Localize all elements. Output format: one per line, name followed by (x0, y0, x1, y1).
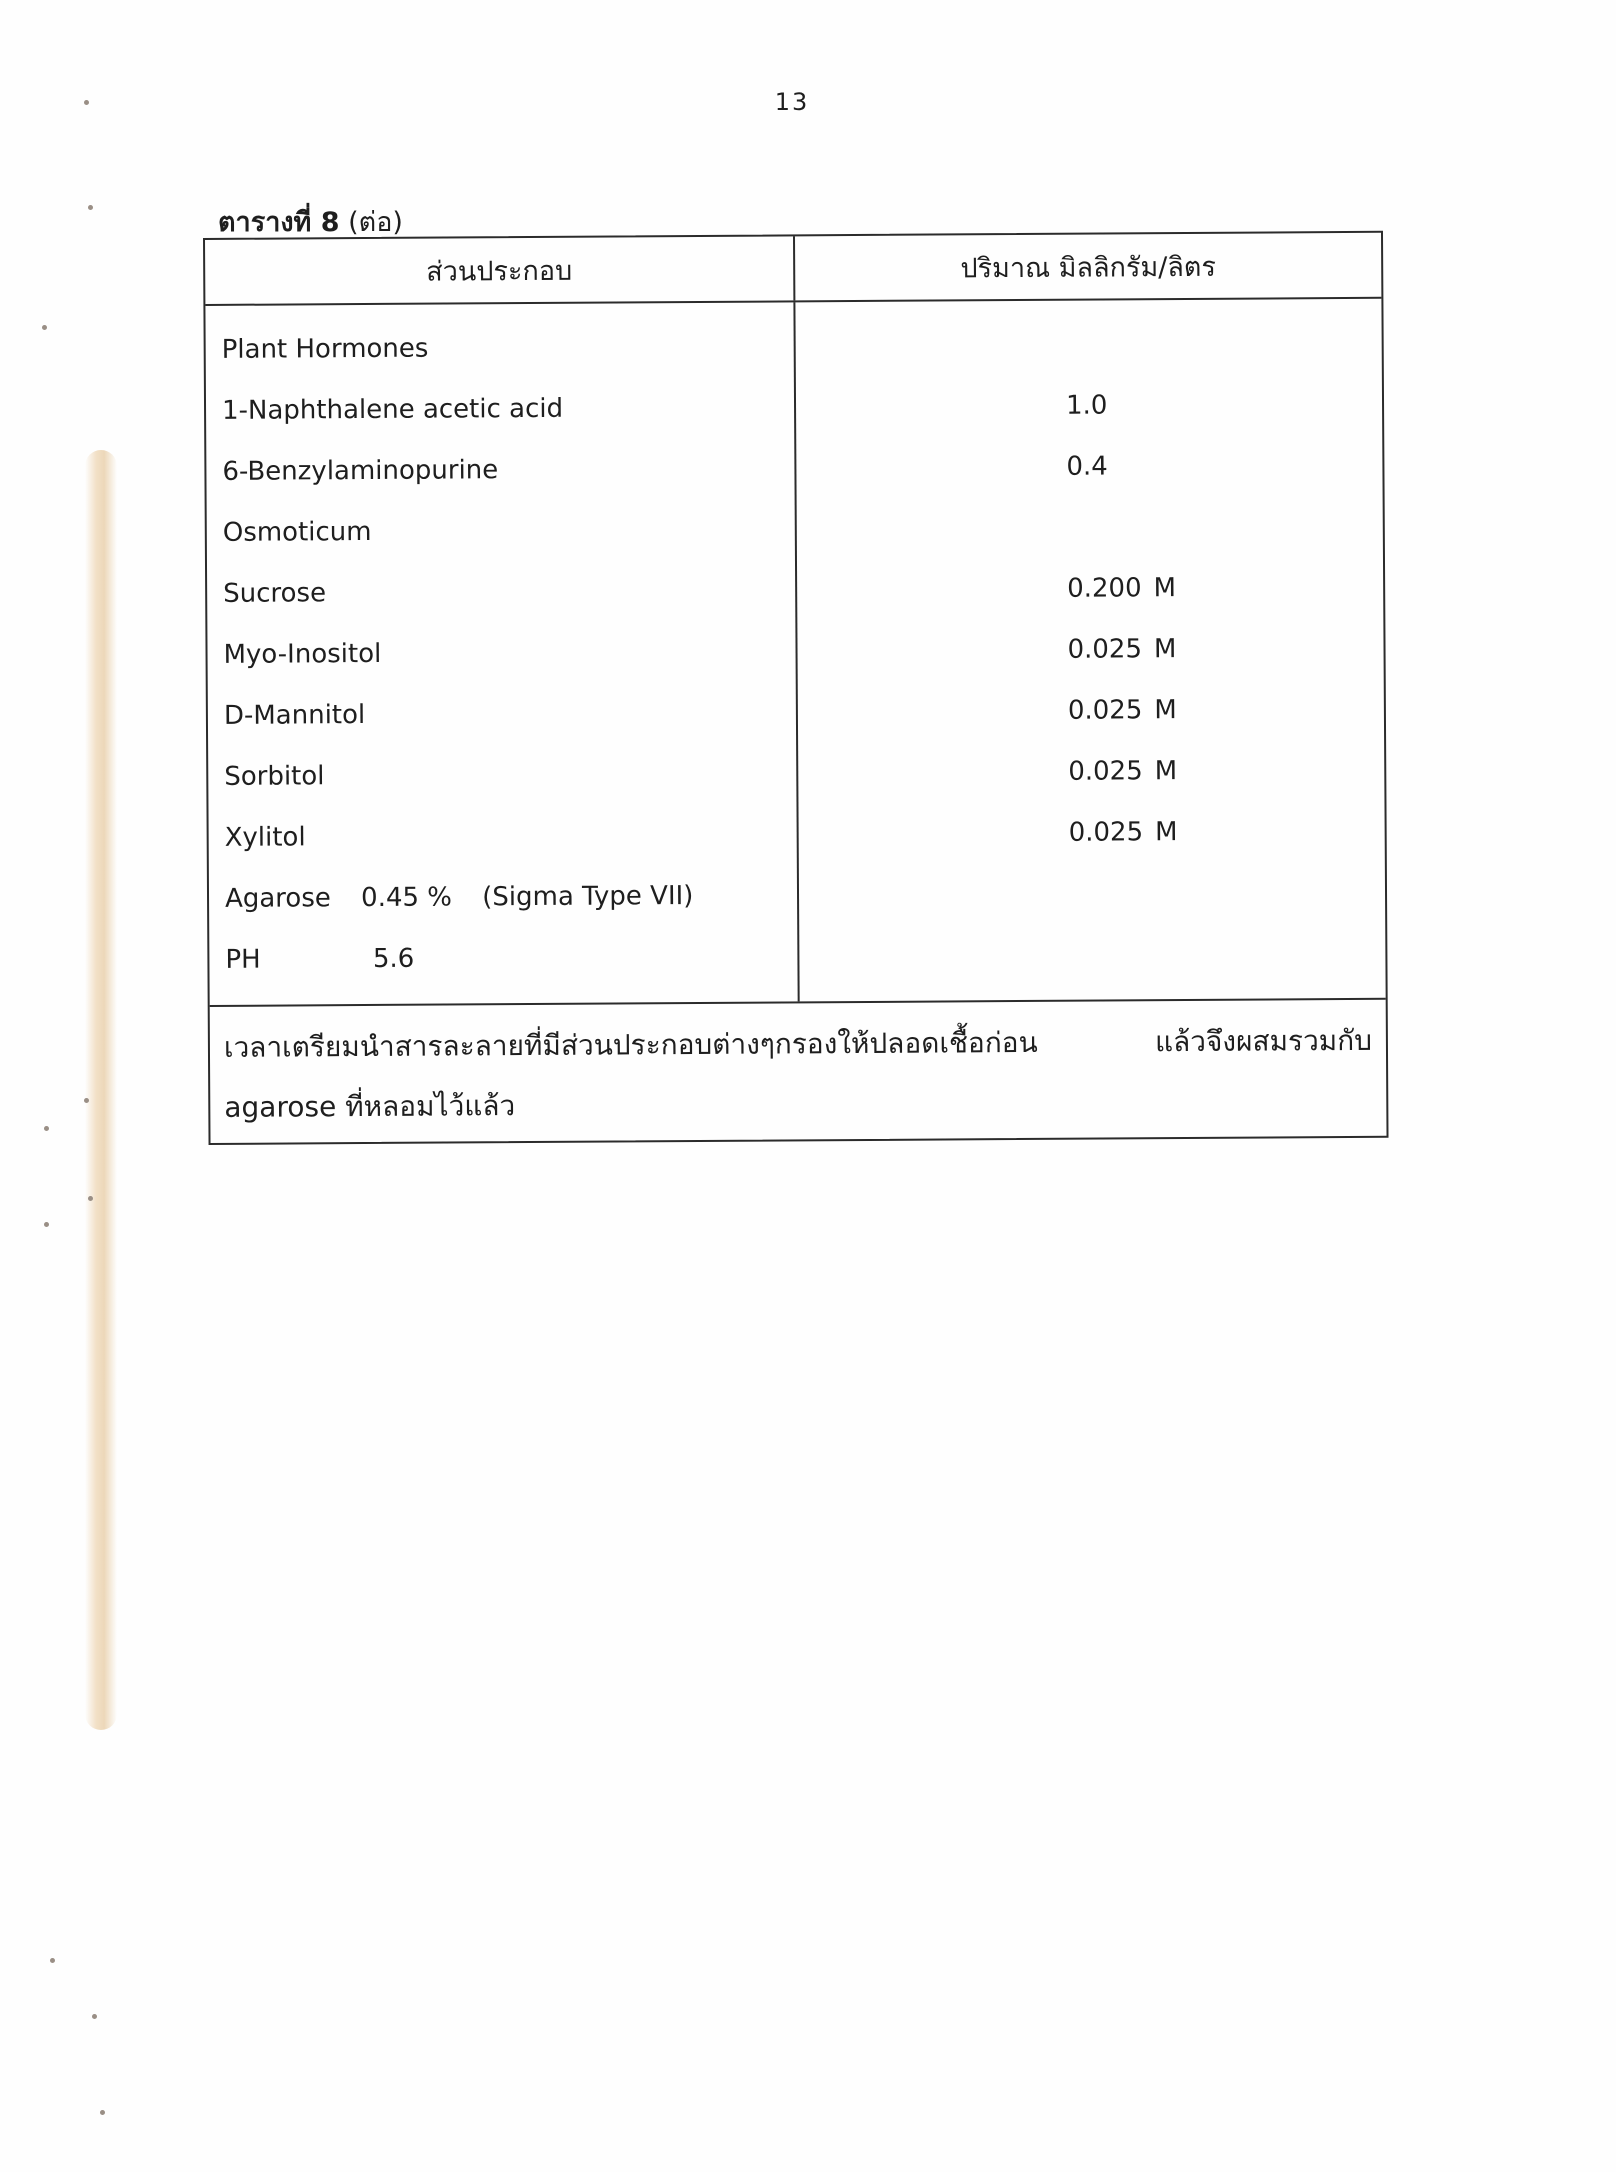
ph-row (225, 926, 797, 990)
component-name: Xylitol (224, 822, 306, 853)
note-text-left: เวลาเตรียมนำสารละลายที่มีส่วนประกอบต่างๆกรองให้ปลอดเชื้อก่อน (223, 1025, 1038, 1064)
paper-speck (88, 205, 93, 210)
amount-unit: M (1153, 634, 1177, 665)
agarose-type: (Sigma Type VII) (482, 881, 694, 913)
table-caption-suffix: (ต่อ) (348, 207, 403, 238)
ph-value: 5.6 (372, 943, 415, 974)
note-line-1 (224, 1010, 1372, 1079)
paper-speck (100, 2110, 105, 2115)
paper-speck (92, 2014, 97, 2019)
note-line-2: agarose ที่หลอมไว้แล้ว (224, 1089, 516, 1124)
header-component: ส่วนประกอบ (205, 236, 795, 304)
header-amount: ปริมาณ มิลลิกรัม/ลิตร (960, 251, 1217, 284)
component-name: Osmoticum (222, 516, 372, 548)
amount-cell (796, 435, 1382, 500)
amount-value: 0.4 (1066, 451, 1108, 482)
amount-cell (798, 679, 1384, 744)
ph-label: PH (225, 944, 261, 975)
amount-value: 0.200 (1067, 573, 1142, 604)
paper-stain (85, 450, 117, 1730)
amount-unit: M (1154, 756, 1178, 787)
agarose-label: Agarose (224, 883, 331, 914)
amount-cell (797, 557, 1383, 622)
component-name: Myo-Inositol (223, 638, 382, 670)
preparation-note (210, 998, 1387, 1143)
paper-speck (42, 325, 47, 330)
amount-unit: M (1153, 573, 1177, 604)
paper-speck (44, 1126, 49, 1131)
amount-cell (798, 740, 1384, 805)
paper-speck (88, 1196, 93, 1201)
amount-cell-empty (799, 862, 1385, 927)
component-name: Sucrose (223, 578, 327, 609)
component-name: D-Mannitol (223, 700, 366, 731)
amount-cell (798, 801, 1384, 866)
amount-unit: M (1154, 817, 1178, 848)
amount-value: 0.025 (1068, 817, 1144, 848)
component-name: Plant Hormones (221, 333, 429, 365)
paper-speck (44, 1222, 49, 1227)
table-caption-label: ตารางที่ 8 (218, 207, 340, 238)
amount-value: 0.025 (1067, 634, 1143, 665)
paper-speck (50, 1958, 55, 1963)
agarose-amount: 0.45 % (361, 882, 453, 914)
component-name: 6-Benzylaminopurine (222, 455, 499, 487)
note-text-right: แล้วจึงผสมรวมกับ (1154, 1023, 1373, 1059)
amount-cell (797, 618, 1383, 683)
amount-cell (796, 374, 1382, 439)
amount-value: 0.025 (1068, 756, 1143, 787)
amount-cell-empty (799, 923, 1385, 988)
page-number: 13 (774, 88, 810, 116)
composition-table (203, 231, 1389, 1145)
component-name: 1-Naphthalene acetic acid (221, 393, 564, 426)
component-name: Sorbitol (224, 761, 325, 792)
amount-column (795, 299, 1385, 1002)
amount-value: 0.025 (1067, 695, 1143, 726)
component-column (205, 302, 799, 1005)
table-body (205, 299, 1385, 1005)
table-header-row (205, 233, 1381, 306)
paper-speck (84, 1098, 89, 1103)
amount-cell (795, 313, 1381, 378)
amount-unit: M (1154, 695, 1177, 726)
agarose-row (225, 865, 797, 929)
amount-cell (797, 496, 1383, 561)
amount-value: 1.0 (1065, 390, 1108, 421)
